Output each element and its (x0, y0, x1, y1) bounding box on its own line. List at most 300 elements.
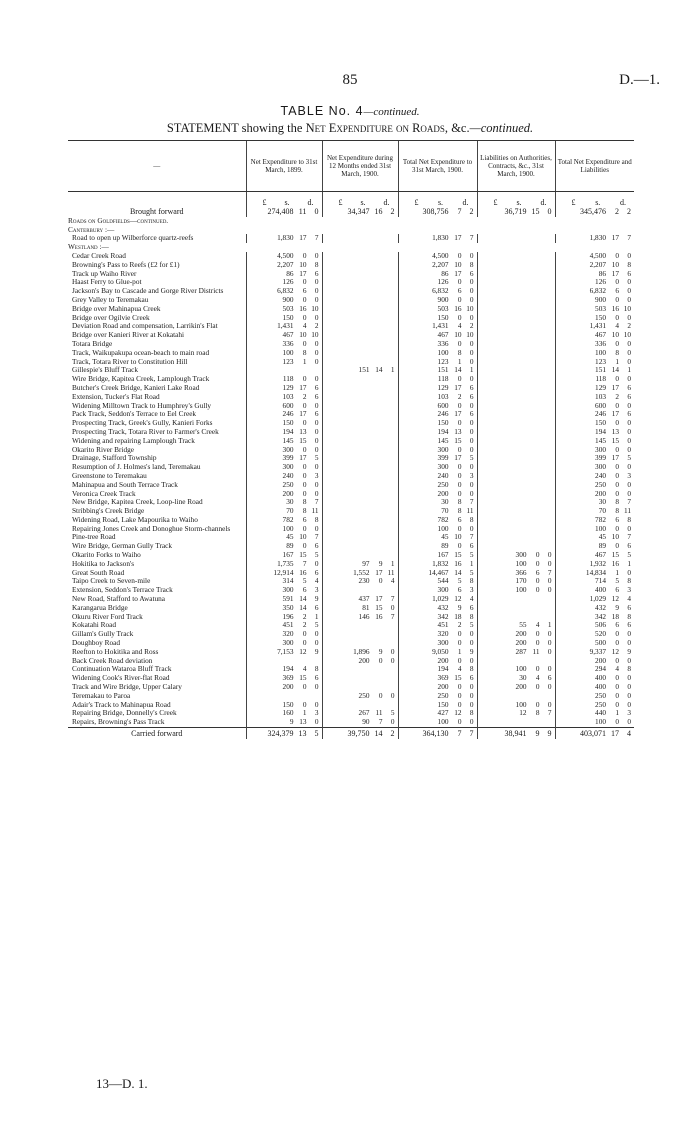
amount-pounds: 86 (286, 268, 294, 278)
amount-pounds: 123 (437, 356, 449, 366)
amount-cell (398, 498, 477, 507)
amount-cell (322, 349, 398, 358)
amount-pence: 3 (627, 470, 631, 480)
amount-pounds: 150 (437, 312, 449, 322)
amount-cell (477, 533, 555, 542)
amount-pence: 0 (469, 682, 474, 692)
amount (478, 208, 555, 217)
amount-pounds: 399 (437, 453, 449, 463)
amount-shillings: 11 (375, 708, 383, 718)
amount-pence: 0 (627, 250, 631, 260)
amount-pence: 0 (469, 629, 474, 639)
amount-pence: 0 (469, 479, 474, 489)
amount-shillings: 0 (615, 294, 619, 304)
amount-pounds: 129 (595, 382, 606, 392)
amount-shillings: 17 (299, 382, 307, 392)
amount-shillings: 17 (375, 594, 383, 604)
amount-pounds: 6,832 (277, 286, 294, 296)
amount (323, 366, 398, 375)
amount-shillings: 8 (302, 506, 307, 516)
amount (247, 648, 322, 657)
row-description: Gillam's Gully Track (72, 629, 134, 639)
amount-pence: 1 (390, 365, 395, 375)
table-row (68, 463, 634, 472)
amount-pence: 0 (314, 717, 319, 727)
amount (556, 261, 635, 270)
amount-shillings: 0 (302, 629, 307, 639)
amount-pounds: 97 (362, 558, 370, 568)
amount-cell (477, 419, 555, 428)
amount-pounds: 320 (437, 629, 449, 639)
amount-shillings: 4 (535, 673, 540, 683)
amount-pence: 6 (627, 620, 631, 630)
amount-pence: 7 (469, 233, 474, 243)
amount-pounds: 196 (282, 611, 294, 621)
amount-pounds: 427 (437, 708, 449, 718)
amount-pence: 4 (469, 594, 474, 604)
amount-shillings: 0 (535, 638, 540, 648)
unit-shillings: s. (284, 198, 290, 208)
amount-pence: 0 (469, 286, 474, 296)
row-description: Taipo Creek to Seven-mile (72, 576, 151, 586)
brought-forward-label: Brought forward (129, 207, 184, 216)
amount-shillings: 17 (375, 567, 383, 577)
amount-cell (246, 525, 322, 534)
amount-cell (555, 718, 634, 727)
amount-shillings: 15 (299, 673, 307, 683)
amount-pounds: 2,207 (277, 259, 294, 269)
amount-shillings: 0 (302, 250, 307, 260)
amount-pounds: 103 (282, 391, 294, 401)
amount-pence: 1 (390, 558, 395, 568)
amount-pence: 0 (627, 699, 631, 709)
amount-pence: 8 (627, 514, 631, 524)
amount-cell (477, 498, 555, 507)
amount-pounds: 287 (515, 646, 527, 656)
amount-shillings: 0 (535, 558, 540, 568)
amount-pounds: 300 (595, 462, 606, 472)
amount-cell (322, 692, 398, 701)
amount-pence: 0 (314, 479, 319, 489)
amount (399, 208, 477, 217)
amount-pence: 2 (627, 321, 631, 331)
amount-shillings: 0 (615, 699, 619, 709)
amount (247, 358, 322, 367)
amount-pounds: 399 (282, 453, 294, 463)
amount-pounds: 544 (437, 576, 449, 586)
amount-pounds: 151 (437, 365, 449, 375)
amount-pounds: 300 (515, 550, 527, 560)
amount-cell (322, 665, 398, 674)
amount-pence: 0 (390, 646, 395, 656)
amount-pence: 8 (627, 664, 631, 674)
amount-shillings: 0 (615, 673, 619, 683)
amount-shillings: 14 (375, 365, 383, 375)
amount-pounds: 246 (282, 409, 294, 419)
amount-shillings: 8 (302, 497, 307, 507)
amount-shillings: 10 (454, 330, 462, 340)
amount-pounds: 1,431 (277, 321, 294, 331)
amount-pence: 10 (311, 303, 319, 313)
amount (556, 533, 635, 542)
amount-pence: 0 (469, 426, 474, 436)
amount-cell (322, 551, 398, 560)
amount-pence: 9 (469, 646, 474, 656)
amount-shillings: 17 (299, 409, 307, 419)
amount-pounds: 432 (595, 602, 606, 612)
amount-pounds: 145 (437, 435, 449, 445)
amount-pence: 6 (627, 541, 631, 551)
amount-pounds: 12 (519, 708, 527, 718)
amount-pounds: 1,029 (589, 594, 606, 604)
amount (323, 718, 398, 727)
amount-shillings: 7 (378, 717, 383, 727)
amount-pence: 0 (314, 347, 319, 357)
column-header-to-1899: Net Expenditure to 31st March, 1899. (246, 141, 322, 192)
document-reference: D.—1. (619, 72, 660, 88)
row-description: Wire Bridge, German Gully Track (72, 541, 173, 551)
amount-pounds: 782 (282, 514, 294, 524)
amount-shillings: 8 (457, 347, 462, 357)
amount-pounds: 900 (437, 294, 449, 304)
amount-pounds: 600 (282, 400, 294, 410)
amount-pounds: 403,071 (580, 729, 606, 739)
amount-pounds: 437 (358, 594, 370, 604)
amount-pence: 0 (627, 286, 631, 296)
amount-pence: 0 (627, 488, 631, 498)
amount-pounds: 1,832 (432, 558, 449, 568)
amount (399, 533, 477, 542)
amount-pence: 0 (469, 338, 474, 348)
amount-pence: 4 (314, 576, 319, 586)
amount-pence: 8 (627, 259, 631, 269)
amount-shillings: 8 (302, 347, 307, 357)
amount (323, 595, 398, 604)
amount-pence: 7 (390, 611, 395, 621)
amount-pence: 0 (627, 638, 631, 648)
amount-shillings: 4 (457, 321, 462, 331)
amount-pence: 0 (469, 277, 474, 287)
amount-pence: 9 (314, 594, 319, 604)
unit-shillings: s. (437, 198, 444, 208)
amount-pence: 1 (627, 365, 631, 375)
amount-cell (398, 261, 477, 270)
row-description: Repairing Jones Creek and Donoghue Storm-channels (72, 523, 231, 533)
amount-shillings: 1 (457, 356, 462, 366)
amount (399, 490, 477, 499)
amount-cell (555, 490, 634, 499)
amount-cell (322, 270, 398, 279)
amount-pence: 0 (547, 699, 552, 709)
amount-pounds: 300 (437, 444, 449, 454)
amount (478, 665, 555, 674)
amount-pounds: 151 (358, 365, 370, 375)
amount-shillings: 0 (302, 400, 307, 410)
amount-cell (398, 533, 477, 542)
amount-shillings: 16 (611, 303, 619, 313)
amount-cell (322, 331, 398, 340)
unit-shillings: s. (595, 198, 601, 208)
amount-pence: 0 (547, 664, 552, 674)
amount-pence: 0 (547, 638, 552, 648)
amount-pence: 0 (314, 207, 319, 216)
amount-pounds: 100 (437, 523, 449, 533)
amount-cell (398, 208, 477, 217)
amount-pounds: 782 (595, 514, 606, 524)
amount-pounds: 30 (441, 497, 449, 507)
amount-cell (246, 261, 322, 270)
amount (323, 730, 398, 739)
amount-cell (477, 507, 555, 516)
amount-pounds: 36,719 (504, 207, 527, 216)
amount-shillings: 0 (302, 418, 307, 428)
row-description: Cedar Creek Road (72, 250, 126, 260)
amount-shillings: 12 (454, 708, 462, 718)
amount-cell (477, 446, 555, 455)
amount-cell (555, 533, 634, 542)
amount-shillings: 15 (375, 602, 383, 612)
amount-cell (322, 234, 398, 243)
amount-shillings: 13 (298, 729, 307, 739)
amount-pence: 5 (469, 550, 474, 560)
amount-shillings: 16 (454, 303, 462, 313)
amount-cell (322, 296, 398, 305)
amount-pence: 5 (627, 453, 631, 463)
amount-pounds: 240 (437, 470, 449, 480)
amount-pence: 0 (314, 426, 319, 436)
subtitle-continued: —continued. (469, 121, 534, 135)
amount-cell (322, 498, 398, 507)
amount-shillings: 5 (615, 576, 619, 586)
amount-pence: 3 (469, 585, 474, 595)
units-blank (68, 192, 246, 209)
amount-cell (477, 604, 555, 613)
amount-shillings: 0 (302, 541, 307, 551)
amount-pence: 0 (627, 374, 631, 384)
amount-pence: 6 (469, 409, 474, 419)
amount-pence: 0 (469, 356, 474, 366)
row-description: Bridge over Ogilvie Creek (72, 312, 150, 322)
amount-pence: 1 (469, 365, 474, 375)
amount-pence: 8 (314, 514, 319, 524)
amount-pence: 0 (469, 444, 474, 454)
amount-pence: 7 (627, 233, 631, 243)
amount-pounds: 45 (286, 532, 294, 542)
row-description: Okuru River Ford Track (72, 611, 143, 621)
amount-shillings: 8 (615, 347, 619, 357)
amount-shillings: 15 (454, 550, 462, 560)
amount-pence: 10 (466, 303, 474, 313)
amount (247, 498, 322, 507)
subtitle-tail: &c. (448, 121, 470, 135)
amount (556, 730, 635, 739)
amount-pounds: 300 (282, 462, 294, 472)
amount (323, 208, 398, 217)
amount-shillings: 0 (457, 523, 462, 533)
amount-pence: 0 (627, 523, 631, 533)
row-description: Track, Totara River to Constitution Hill (72, 356, 188, 366)
amount-pence: 6 (314, 602, 319, 612)
amount-pounds: 250 (437, 690, 449, 700)
unit-pence: d. (383, 198, 390, 208)
carried-forward-label: Carried forward (68, 728, 246, 739)
amount-pence: 0 (469, 690, 474, 700)
table-row (68, 525, 634, 534)
amount-pounds: 100 (595, 717, 606, 727)
amount-shillings: 8 (457, 506, 462, 516)
amount-shillings: 12 (454, 594, 462, 604)
amount-pounds: 500 (595, 638, 606, 648)
row-description: Totara Bridge (72, 338, 113, 348)
amount-pounds: 30 (286, 497, 294, 507)
amount-shillings: 0 (535, 699, 540, 709)
amount-pounds: 146 (358, 611, 370, 621)
carried-forward-row (68, 728, 634, 739)
table-row (68, 604, 634, 613)
amount-pounds: 336 (437, 338, 449, 348)
table-row (68, 287, 634, 296)
amount-pence: 0 (469, 312, 474, 322)
amount-pence: 3 (627, 585, 631, 595)
amount-pence: 7 (314, 233, 319, 243)
amount-pence: 0 (469, 655, 474, 665)
amount (556, 234, 635, 243)
row-description: Bridge over Mahinapua Creek (72, 303, 161, 313)
amount-shillings: 0 (457, 638, 462, 648)
amount-cell (322, 446, 398, 455)
amount-pounds: 274,408 (267, 207, 294, 216)
amount-pounds: 336 (282, 338, 294, 348)
amount (399, 730, 477, 739)
amount (323, 709, 398, 718)
amount-shillings: 15 (611, 550, 619, 560)
amount-shillings: 11 (532, 646, 540, 656)
column-header-description: — (68, 141, 246, 192)
amount-cell (555, 525, 634, 534)
unit-pounds: £ (338, 198, 343, 208)
row-description: Repairs, Browning's Pass Track (72, 717, 165, 727)
amount-shillings: 17 (454, 382, 462, 392)
row-description: Doughboy Road (72, 638, 121, 648)
amount-shillings: 1 (615, 356, 619, 366)
amount-pence: 0 (627, 717, 631, 727)
row-description: Extension, Tucker's Flat Road (72, 391, 160, 401)
amount-shillings: 0 (615, 682, 619, 692)
row-description: Drainage, Stafford Township (72, 453, 157, 463)
amount (556, 525, 635, 534)
amount-shillings: 17 (611, 729, 619, 739)
amount-pence: 0 (314, 277, 319, 287)
amount (247, 234, 322, 243)
amount-cell (477, 613, 555, 622)
amount-pence: 6 (469, 391, 474, 401)
amount-pence: 0 (314, 294, 319, 304)
amount-shillings: 7 (302, 558, 307, 568)
amount (399, 525, 477, 534)
amount-shillings: 10 (299, 532, 307, 542)
amount-cell (246, 648, 322, 657)
subtitle-lead: STATEMENT showing the (166, 121, 306, 135)
section-heading (68, 217, 634, 226)
amount-pounds: 126 (437, 277, 449, 287)
table-row (68, 261, 634, 270)
amount-cell (246, 683, 322, 692)
amount-cell (477, 525, 555, 534)
amount-cell (477, 410, 555, 419)
amount-pounds: 145 (595, 435, 606, 445)
amount-shillings: 0 (302, 638, 307, 648)
amount-shillings: 0 (302, 488, 307, 498)
units-cell (477, 192, 555, 209)
amount-pence: 0 (627, 418, 631, 428)
amount-pence: 0 (314, 444, 319, 454)
region-heading-westland: Westland :— (68, 242, 109, 252)
amount-shillings: 13 (454, 426, 462, 436)
amount-pounds: 300 (282, 444, 294, 454)
amount (247, 261, 322, 270)
units-cell (555, 192, 634, 209)
table-row (68, 270, 634, 279)
amount (478, 683, 555, 692)
amount-pounds: 100 (282, 523, 294, 533)
amount-pounds: 100 (515, 664, 527, 674)
amount-shillings: 4 (302, 664, 307, 674)
amount-cell (246, 358, 322, 367)
amount (323, 657, 398, 666)
row-description: Pack Track, Seddon's Terrace to Eel Creek (72, 409, 197, 419)
table-row (68, 305, 634, 314)
amount-pounds: 250 (282, 479, 294, 489)
column-header-grand-total: Total Net Expenditure and Liabilities (555, 141, 634, 192)
amount-pounds: 12,914 (273, 567, 294, 577)
amount-shillings: 10 (454, 259, 462, 269)
amount-shillings: 0 (615, 338, 619, 348)
amount-pounds: 150 (595, 418, 606, 428)
amount-pence: 6 (469, 382, 474, 392)
amount-shillings: 17 (611, 268, 619, 278)
amount (478, 701, 555, 710)
amount (556, 498, 635, 507)
amount-cell (398, 718, 477, 727)
amount-pence: 0 (314, 286, 319, 296)
page-number: 85 (342, 72, 358, 88)
amount-cell (322, 287, 398, 296)
amount-shillings: 2 (615, 391, 619, 401)
amount-pounds: 342 (437, 611, 449, 621)
amount-pounds: 200 (437, 488, 449, 498)
amount (478, 648, 555, 657)
row-description: Haast Ferry to Glue-pot (72, 277, 142, 287)
amount-shillings: 0 (615, 462, 619, 472)
amount-pence: 0 (314, 356, 319, 366)
amount-cell (322, 410, 398, 419)
column-header-liabilities: Liabilities on Authorities, Contracts, &c., 31st March, 1900. (477, 141, 555, 192)
amount-shillings: 15 (299, 435, 307, 445)
amount-shillings: 17 (611, 453, 619, 463)
amount-pence: 5 (469, 620, 474, 630)
amount-cell (322, 322, 398, 331)
amount-pounds: 400 (595, 585, 606, 595)
row-description: Reefton to Hokitika and Ross (72, 646, 159, 656)
amount-cell (555, 728, 634, 739)
amount-shillings: 6 (615, 585, 619, 595)
amount-shillings: 14 (611, 365, 619, 375)
amount-pence: 5 (390, 708, 395, 718)
amount-cell (322, 728, 398, 739)
amount-pounds: 167 (437, 550, 449, 560)
amount-pounds: 250 (595, 690, 606, 700)
amount-pounds: 45 (441, 532, 449, 542)
